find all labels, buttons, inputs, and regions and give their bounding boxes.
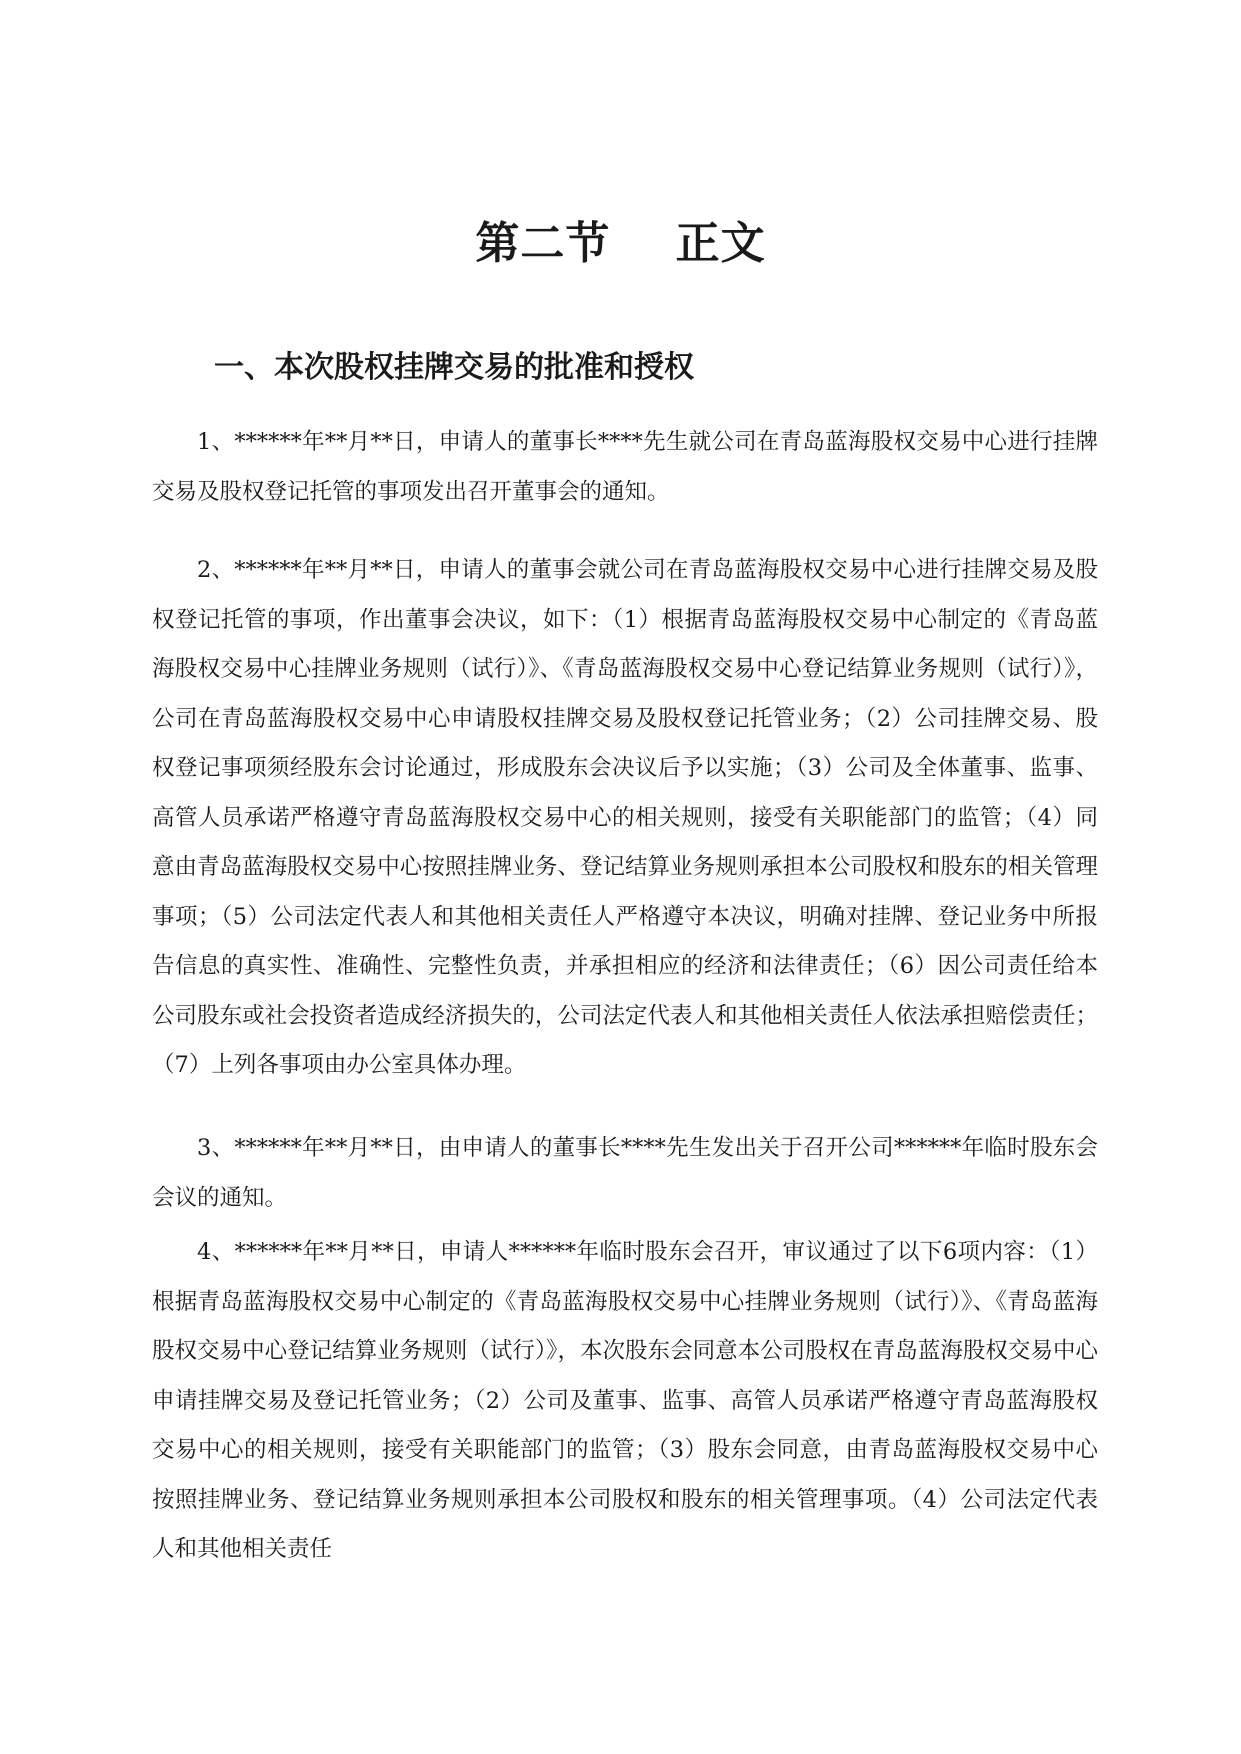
paragraph-4: 4、******年**月**日，申请人******年临时股东会召开，审议通过了以下6项内容：（1）根据青岛蓝海股权交易中心制定的《青岛蓝海股权交易中心挂牌业务规则（试行）》、《青岛蓝海股权交易中心登记结算业务规则（试行）》，本次股东会同意本公司股权在青岛蓝海股权交易中心申请挂牌交易及登记托管业务；（2）公司及董事、监事、高管人员承诺严格遵守青岛蓝海股权交易中心的相关规则，接受有关职能部门的监管；（3）股东会同意，由青岛蓝海股权交易中心按照挂牌业务、登记结算业务规则承担本公司股权和股东的相关管理事项。（4）公司法定代表人和其他相关责任: [152, 1239, 1098, 1562]
paragraph-1: 1、******年**月**日，申请人的董事长****先生就公司在青岛蓝海股权交易中心进行挂牌交易及股权登记托管的事项发出召开董事会的通知。: [152, 429, 1098, 505]
paragraph-2: 2、******年**月**日，申请人的董事会就公司在青岛蓝海股权交易中心进行挂牌交易及股权登记托管的事项，作出董事会决议，如下：（1）根据青岛蓝海股权交易中心制定的《青岛蓝海股权交易中心挂牌业务规则（试行）》、《青岛蓝海股权交易中心登记结算业务规则（试行）》，公司在青岛蓝海股权交易中心申请股权挂牌交易及股权登记托管业务；（2）公司挂牌交易、股权登记事项须经股东会讨论通过，形成股东会决议后予以实施；（3）公司及全体董事、监事、高管人员承诺严格遵守青岛蓝海股权交易中心的相关规则，接受有关职能部门的监管；（4）同意由青岛蓝海股权交易中心按照挂牌业务、登记结算业务规则承担本公司股权和股东的相关管理事项；（5）公司法定代表人和其他相关责任人严格遵守本决议，明确对挂牌、登记业务中所报告信息的真实性、准确性、完整性负责，并承担相应的经济和法律责任；（6）因公司责任给本公司股东或社会投资者造成经济损失的，公司法定代表人和其他相关责任人依法承担赔偿责任；（7）上列各事项由办公室具体办理。: [152, 557, 1098, 1078]
paragraph-3: 3、******年**月**日，由申请人的董事长****先生发出关于召开公司******年临时股东会会议的通知。: [152, 1135, 1098, 1211]
subsection-heading: 一、本次股权挂牌交易的批准和授权: [214, 350, 694, 385]
section-title: 第二节 正文: [475, 218, 766, 269]
